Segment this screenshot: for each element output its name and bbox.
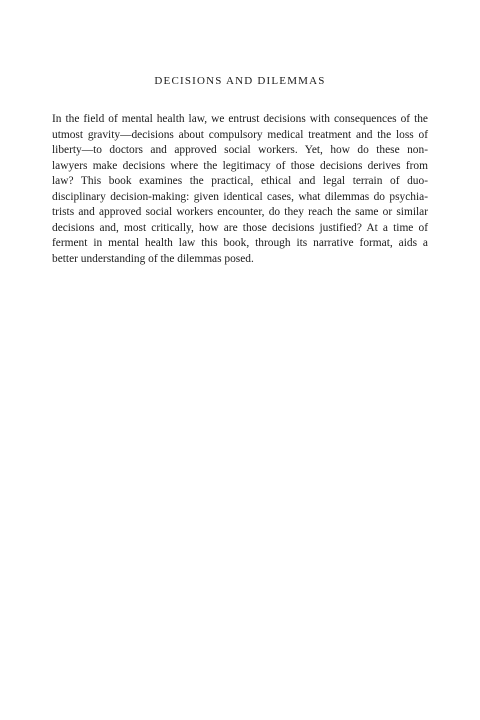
blurb-line: disciplinary decision-making: given identical cases, what dilemmas do psychia- xyxy=(52,190,428,203)
blurb-line: better understanding of the dilemmas posed. xyxy=(52,252,254,265)
blurb-line: ferment in mental health law this book, through its narrative format, aids a xyxy=(52,237,428,249)
blurb-line: lawyers make decisions where the legitimacy of those decisions derives from xyxy=(52,159,428,172)
book-description xyxy=(52,112,428,267)
blurb-line: utmost gravity—decisions about compulsory medical treatment and the loss of xyxy=(52,128,428,141)
blurb-line: trists and approved social workers encounter, do they reach the same or similar xyxy=(52,206,428,218)
blurb-line: In the field of mental health law, we entrust decisions with consequences of the xyxy=(52,113,428,125)
page-title: DECISIONS AND DILEMMAS xyxy=(154,75,326,87)
blurb-line: law? This book examines the practical, ethical and legal terrain of duo- xyxy=(52,175,428,187)
blurb-line: liberty—to doctors and approved social workers. Yet, how do these non- xyxy=(52,144,428,156)
blurb-line: decisions and, most critically, how are those decisions justified? At a time of xyxy=(52,221,428,234)
